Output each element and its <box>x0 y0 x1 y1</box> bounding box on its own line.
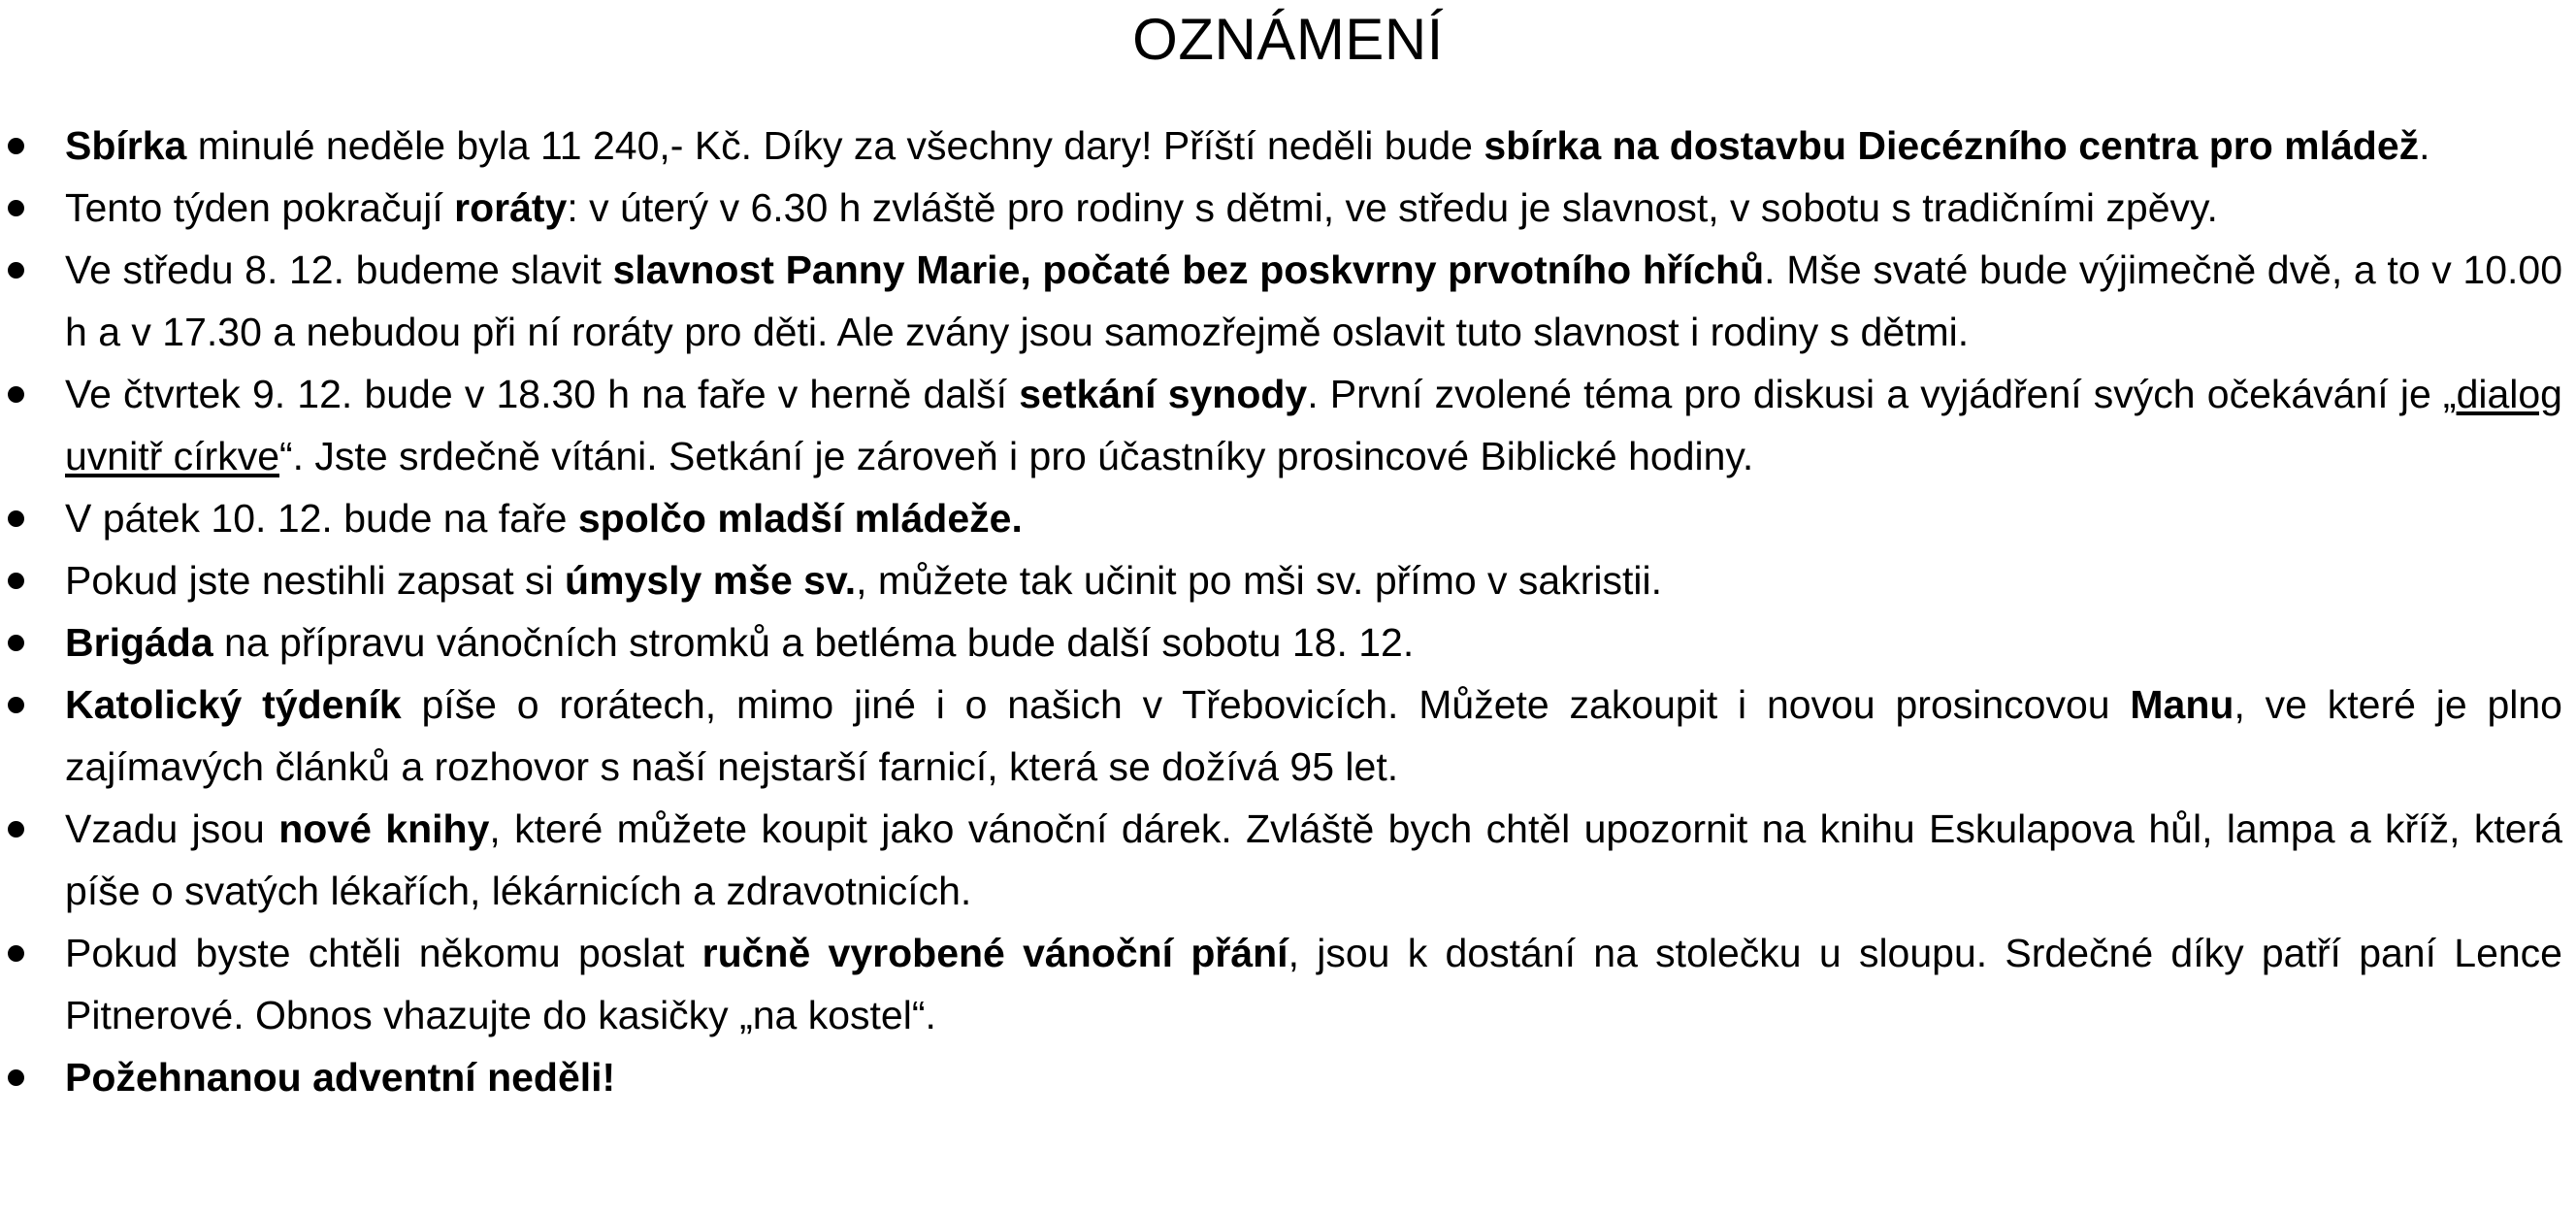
announcement-text <box>65 496 1023 541</box>
bullet-icon <box>8 386 24 403</box>
announcement-text <box>65 372 2562 478</box>
announcement-item <box>0 487 2576 549</box>
emphasis-text: slavnost Panny Marie, počaté bez poskvrny prvotního hříchů <box>612 247 1765 292</box>
announcement-text <box>65 185 2218 230</box>
body-text: , jsou k dostání na stolečku u sloupu. Srdečné díky patří paní Lence Pitnerové. Obnos vhazujte do kasičky „na kostel“. <box>65 931 2562 1037</box>
body-text: Ve čtvrtek 9. 12. bude v 18.30 h na faře v herně další <box>65 372 1020 416</box>
bullet-icon <box>8 635 24 651</box>
body-text: : v úterý v 6.30 h zvláště pro rodiny s dětmi, ve středu je slavnost, v sobotu s tradičními zpěvy. <box>567 185 2218 230</box>
announcement-text <box>65 123 2430 168</box>
emphasis-text: setkání synody <box>1019 372 1308 416</box>
announcement-text <box>65 682 2562 789</box>
body-text: “. Jste srdečně vítáni. Setkání je zároveň i pro účastníky prosincové Biblické hodiny. <box>279 434 1754 478</box>
announcement-item <box>0 115 2576 177</box>
body-text: minulé neděle byla 11 240,- Kč. Díky za všechny dary! Příští neděli bude <box>186 123 1484 168</box>
announcement-item <box>0 674 2576 798</box>
emphasis-text: spolčo mladší mládeže. <box>577 496 1023 541</box>
emphasis-text: Katolický týdeník <box>65 682 402 727</box>
body-text: Vzadu jsou <box>65 806 279 851</box>
announcement-item <box>0 1046 2576 1108</box>
bullet-icon <box>8 510 24 527</box>
body-text: Pokud jste nestihli zapsat si <box>65 558 566 603</box>
announcement-text <box>65 1055 615 1100</box>
announcement-text <box>65 806 2562 913</box>
announcement-list <box>0 115 2576 1108</box>
body-text: na přípravu vánočních stromků a betléma bude další sobotu 18. 12. <box>212 620 1415 665</box>
bullet-icon <box>8 200 24 216</box>
announcement-text <box>65 931 2562 1037</box>
body-text: , které můžete koupit jako vánoční dárek. Zvláště bych chtěl upozornit na knihu Eskulapova hůl, lampa a kříž, která píše o svatých lékařích, lékárnicích a zdravotnicích. <box>65 806 2562 913</box>
body-text: , můžete tak učinit po mši sv. přímo v sakristii. <box>856 558 1662 603</box>
emphasis-text: Brigáda <box>65 620 213 665</box>
emphasis-text: Požehnanou adventní neděli! <box>65 1055 616 1100</box>
body-text: . <box>2419 123 2430 168</box>
announcement-item <box>0 363 2576 487</box>
body-text: Tento týden pokračují <box>65 185 455 230</box>
emphasis-text: Sbírka <box>65 123 187 168</box>
bullet-icon <box>8 262 24 279</box>
bullet-icon <box>8 821 24 838</box>
body-text: . První zvolené téma pro diskusi a vyjádření svých očekávání je „ <box>1307 372 2457 416</box>
announcement-item <box>0 798 2576 922</box>
announcement-item <box>0 922 2576 1046</box>
body-text: , ve které je plno zajímavých článků a rozhovor s naší nejstarší farnicí, která se dožívá 95 let. <box>65 682 2562 789</box>
emphasis-text: nové knihy <box>278 806 490 851</box>
bullet-icon <box>8 573 24 589</box>
body-text: Ve středu 8. 12. budeme slavit <box>65 247 613 292</box>
announcement-item <box>0 611 2576 674</box>
bullet-icon <box>8 945 24 962</box>
bullet-icon <box>8 697 24 713</box>
emphasis-text: úmysly mše sv. <box>565 558 857 603</box>
announcement-text <box>65 247 2562 354</box>
bullet-icon <box>8 1069 24 1086</box>
emphasis-text: ručně vyrobené vánoční přání <box>701 931 1288 975</box>
announcement-text <box>65 558 1662 603</box>
emphasis-text: Manu <box>2130 682 2234 727</box>
announcement-item <box>0 549 2576 611</box>
body-text: Pokud byste chtěli někomu poslat <box>65 931 702 975</box>
underlined-text: dialog uvnitř církve <box>65 372 2562 478</box>
announcement-text <box>65 620 1414 665</box>
page-title: OZNÁMENÍ <box>1132 7 1444 72</box>
body-text: V pátek 10. 12. bude na faře <box>65 496 578 541</box>
announcement-item <box>0 239 2576 363</box>
announcement-item <box>0 177 2576 239</box>
body-text: . Mše svaté bude výjimečně dvě, a to v 10.00 h a v 17.30 a nebudou při ní roráty pro děti. Ale zvány jsou samozřejmě oslavit tuto slavnost i rodiny s dětmi. <box>65 247 2563 354</box>
emphasis-text: sbírka na dostavbu Diecézního centra pro mládež <box>1484 123 2420 168</box>
body-text: píše o rorátech, mimo jiné i o našich v Třebovicích. Můžete zakoupit i novou prosincovou <box>401 682 2131 727</box>
emphasis-text: roráty <box>454 185 568 230</box>
bullet-icon <box>8 138 24 154</box>
